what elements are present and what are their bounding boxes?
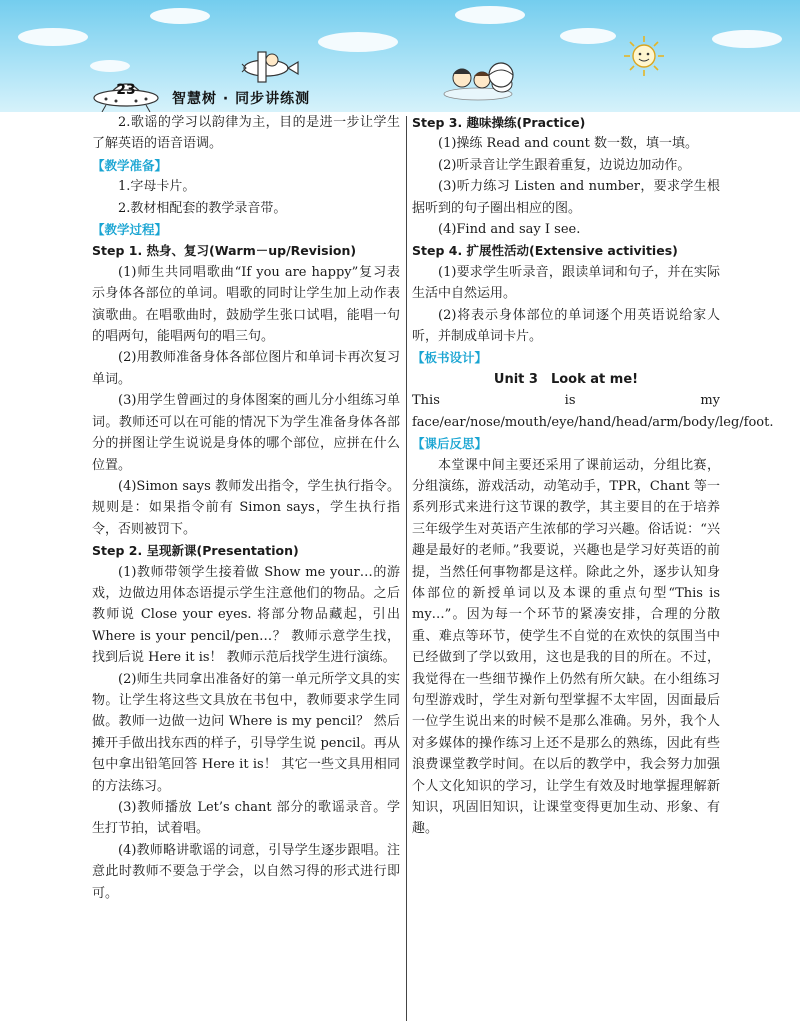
sun-icon — [622, 34, 666, 78]
column-divider — [406, 116, 407, 1021]
step-heading: Step 3. 趣味操练(Practice) — [412, 115, 586, 130]
paragraph: (2)用教师准备身体各部位图片和单词卡再次复习单词。 — [92, 350, 400, 387]
section-heading: 【教学过程】 — [92, 222, 168, 238]
paragraph: 2.歌谣的学习以韵律为主，目的是进一步让学生了解英语的语音语调。 — [92, 115, 400, 152]
paragraph: (1)操练 Read and count 数一数，填一填。 — [438, 136, 699, 152]
section-heading: 【板书设计】 — [412, 350, 488, 366]
paragraph: (3)用学生曾画过的身体图案的画儿分小组练习单词。教师还可以在可能的情况下为学生准备身体各部分的拼图让学生说说是身体的哪个部位，应拼在什么位置。 — [92, 393, 400, 473]
paragraph: 本堂课中间主要还采用了课前运动，分组比赛，分组演练，游戏活动，动笔动手，TPR，Chant 等一系列形式来进行这节课的教学，其主要目的在于培养三年级学生对英语产生浓郁的学习兴趣。俗话说：“兴趣是最好的老师。”我要说，兴趣也是学习好英语的前提，当然任何事物都是这样。除此之外，逐步认知身体部位的新授单词以及本课的重点句型“This is my…”。因为每一个环节的紧凑安排，合理的分散重、难点等环节，使学生不自觉的在欢快的氛围当中已经做到了学以致用，这也是我的目的所在。不过，我觉得在一些细节操作上仍然有所欠缺。在小组练习句型游戏时，学生对新句型掌握不太牢固，因面最后一位学生说出来的时候不是那么准确。另外，我个人对多媒体的操作练习上还不是那么的熟练，因此有些浪费课堂教学时间。在以后的教学中，我会努力加强个人文化知识的学习，让学生有效及时地掌握理解新知识，巩固旧知识，让课堂变得更加生动、形象、有趣。 — [412, 457, 720, 837]
paragraph: (1)要求学生听录音，跟读单词和句子，并在实际生活中自然运用。 — [412, 264, 720, 302]
book-title-bar — [172, 88, 372, 108]
step-heading: Step 4. 扩展性活动(Extensive activities) — [412, 243, 678, 259]
paragraph: (2)师生共同拿出准备好的第一单元所学文具的实物。让学生将这些文具放在书包中，教师要求学生同做。教师一边做一边问 Where is my pencil？ 然后摊开手做出找东西的样子，引导学生说 pencil。再从包中拿出铅笔回答 Here it is！ 其它一些文具用相同的方法练习。 — [92, 671, 400, 794]
cloud-decoration — [18, 28, 88, 46]
paragraph: (2)听录音让学生跟着重复，边说边加动作。 — [438, 157, 691, 173]
cloud-decoration — [318, 32, 398, 52]
paragraph: (2)将表示身体部位的单词逐个用英语说给家人听，并制成单词卡片。 — [412, 307, 720, 345]
board-text: This is my face/ear/nose/mouth/eye/hand/head/arm/body/leg/foot. — [412, 393, 774, 430]
page-header — [0, 0, 800, 112]
board-title: Unit 3 Look at me! — [493, 371, 639, 387]
paragraph: 1.字母卡片。 — [118, 179, 196, 195]
page-number-badge — [92, 74, 160, 112]
paragraph: (3)听力练习 Listen and number，要求学生根据听到的句子圈出相应的图。 — [412, 179, 720, 216]
step-heading: Step 1. 热身、复习(Warm－up/Revision) — [92, 243, 357, 259]
left-column — [92, 112, 400, 904]
page-number: 23 — [116, 82, 136, 98]
paragraph: (1)师生共同唱歌曲“If you are happy”复习表示身体各部位的单词。唱歌的同时让学生加上动作表演歌曲。在唱歌曲时，鼓励学生张口试唱，能唱一句的唱两句，能唱两句的唱三句。 — [92, 264, 400, 345]
book-title: 智慧树 · 同步讲练测 — [172, 91, 311, 107]
cloud-decoration — [455, 6, 525, 24]
paragraph: 2.教材相配套的教学录音带。 — [118, 200, 287, 216]
paragraph: (4)Find and say I see. — [438, 222, 581, 238]
paragraph: (4)Simon says 教师发出指令，学生执行指令。规则是：如果指令前有 Simon says，学生执行指令，否则被罚下。 — [92, 478, 400, 537]
airplane-illustration — [232, 44, 302, 86]
cloud-decoration — [560, 28, 616, 44]
step-heading: Step 2. 呈现新课(Presentation) — [92, 543, 299, 559]
cloud-decoration — [712, 30, 782, 48]
paragraph: (3)教师播放 Let’s chant 部分的歌谣录音。学生打节拍，试着唱。 — [92, 800, 400, 837]
right-column — [412, 112, 774, 840]
section-heading: 【课后反思】 — [412, 436, 488, 452]
paragraph: (4)教师略讲歌谣的词意，引导学生逐步跟唱。注意此时教师不要急于学会，以自然习得的形式进行即可。 — [92, 842, 400, 901]
cloud-decoration — [90, 60, 130, 72]
ball-illustration — [486, 60, 516, 90]
cloud-decoration — [150, 8, 210, 24]
section-heading: 【教学准备】 — [92, 157, 168, 173]
paragraph: (1)教师带领学生接着做 Show me your…的游戏，边做边用体态语提示学生注意他们的物品。之后教师说 Close your eyes. 将部分物品藏起，引出 Where is your pencil/pen…？ 教师示意学生找，找到后说 Here it is！ 教师示范后找学生进行演练。 — [92, 564, 400, 666]
